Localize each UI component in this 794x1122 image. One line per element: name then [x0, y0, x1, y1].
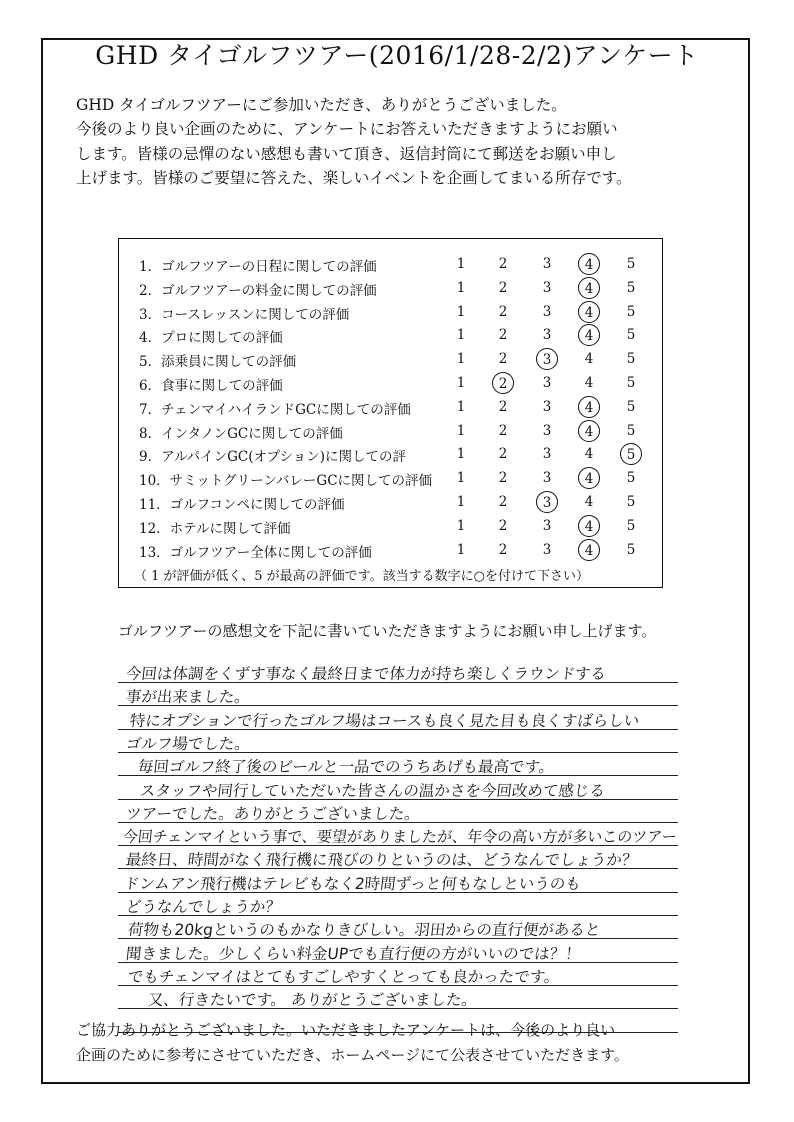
rating-score[interactable]: 2	[498, 541, 508, 558]
handwritten-line: ゴルフ場でした。	[124, 734, 251, 753]
handwritten-line: 特にオプションで行ったゴルフ場はコースも良く見た目も良くすばらしい	[128, 711, 641, 730]
handwritten-line: 荷物も20kgというのもかなりきびしい。羽田からの直行便があると	[126, 921, 602, 940]
rating-score-selected[interactable]: 4	[578, 324, 600, 346]
rating-score[interactable]: 2	[498, 279, 508, 296]
rating-score[interactable]: 2	[498, 303, 508, 320]
rating-score[interactable]: 5	[626, 279, 636, 296]
rating-score[interactable]: 2	[498, 494, 508, 510]
rating-score-selected[interactable]: 3	[536, 348, 558, 370]
rating-score[interactable]: 3	[542, 446, 552, 463]
rating-score[interactable]: 2	[498, 256, 508, 272]
handwritten-line: ツアーでした。ありがとうございました。	[124, 804, 421, 823]
rating-score-selected[interactable]: 4	[578, 253, 600, 275]
handwritten-line: 毎回ゴルフ終了後のビールと一品でのうちあげも最高です。	[136, 758, 556, 777]
rating-row-label: 4．プロに関しての評価	[139, 330, 283, 347]
rating-score[interactable]: 5	[626, 351, 636, 368]
closing-text	[76, 1018, 726, 1068]
closing-line: ご協力ありがとうございました。いただきましたアンケートは、今後のより良い	[76, 1021, 616, 1039]
rating-score[interactable]: 2	[498, 398, 508, 415]
handwritten-line: 事が出来ました。	[124, 688, 251, 707]
rating-score[interactable]: 4	[584, 351, 594, 368]
rating-score-selected[interactable]: 4	[578, 539, 600, 561]
intro-line: 今後のより良い企画のために、アンケートにお答えいただきますようにお願い	[76, 120, 618, 139]
rating-score[interactable]: 2	[498, 470, 508, 487]
rating-row-label: 10．サミットグリーンバレーGCに関しての評価	[139, 473, 433, 490]
rating-row-label: 11．ゴルフコンペに関しての評価	[139, 497, 345, 513]
rating-score-selected[interactable]: 4	[578, 301, 600, 323]
rating-score[interactable]: 1	[456, 256, 466, 272]
rating-score[interactable]: 5	[626, 494, 636, 510]
rating-score-selected[interactable]: 5	[620, 443, 642, 465]
rating-score[interactable]: 2	[498, 327, 508, 344]
rating-score[interactable]: 2	[498, 446, 508, 463]
rating-score[interactable]: 3	[542, 470, 552, 487]
handwritten-line: どうなんでしょうか？	[124, 898, 282, 916]
comment-request: ゴルフツアーの感想文を下記に書いていただきますようにお願い申し上げます。	[118, 622, 657, 640]
rating-score[interactable]: 3	[542, 256, 552, 272]
rating-score[interactable]: 1	[456, 398, 466, 415]
rating-score[interactable]: 4	[584, 446, 594, 463]
handwritten-line: 聞きました。少しくらい料金UPでも直行便の方がいいのでは？！	[124, 944, 582, 963]
rating-score[interactable]: 5	[626, 398, 636, 415]
rating-score[interactable]: 3	[542, 327, 552, 344]
intro-line: します。皆様の忌憚のない感想も書いて頂き、返信封筒にて郵送をお願い申し	[76, 144, 617, 163]
handwritten-line: でもチェンマイはとてもすごしやすくとっても良かったです。	[126, 967, 561, 986]
rating-score[interactable]: 1	[456, 279, 466, 296]
rating-score[interactable]: 1	[456, 541, 466, 558]
handwritten-comments	[118, 0, 678, 1122]
rating-score[interactable]: 1	[456, 327, 466, 344]
rating-score[interactable]: 1	[456, 422, 466, 439]
rating-score[interactable]: 5	[626, 470, 636, 487]
handwritten-line: スタッフや同行していただいた皆さんの温かさを今回改めて感じる	[138, 781, 606, 800]
rating-score[interactable]: 3	[542, 303, 552, 320]
rating-row-label: 13．ゴルフツアー全体に関しての評価	[139, 544, 372, 561]
rating-score[interactable]: 3	[542, 398, 552, 415]
rating-score-selected[interactable]: 4	[578, 515, 600, 537]
rating-score[interactable]: 5	[626, 422, 636, 439]
intro-line: GHD タイゴルフツアーにご参加いただき、ありがとうございました。	[76, 96, 567, 114]
page-title: GHD タイゴルフツアー(2016/1/28-2/2)アンケート	[95, 41, 699, 70]
rating-score[interactable]: 5	[626, 327, 636, 344]
rating-score[interactable]: 5	[626, 256, 636, 272]
rating-score[interactable]: 1	[456, 470, 466, 487]
rating-score[interactable]: 5	[626, 517, 636, 534]
rating-score-selected[interactable]: 4	[578, 277, 600, 299]
rating-score[interactable]: 3	[542, 541, 552, 558]
rating-score-selected[interactable]: 4	[578, 467, 600, 489]
rating-score[interactable]: 5	[626, 303, 636, 320]
rating-row-label: 6．食事に関しての評価	[139, 378, 283, 394]
rating-score[interactable]: 1	[456, 494, 466, 510]
rating-row-label: 2．ゴルフツアーの料金に関しての評価	[139, 282, 377, 299]
rating-legend: （ 1 が評価が低く、5 が最高の評価です。該当する数字に○を付けて下さい）	[134, 569, 589, 584]
rating-score-selected[interactable]: 2	[492, 372, 514, 394]
rating-row-label: 12．ホテルに関して評価	[139, 520, 291, 537]
rating-score[interactable]: 1	[456, 517, 466, 534]
handwritten-line: 今回チェンマイという事で、要望がありましたが、年令の高い方が多いこのツアー	[121, 828, 678, 847]
rating-score[interactable]: 1	[456, 351, 466, 368]
rating-score[interactable]: 2	[498, 351, 508, 368]
rating-score[interactable]: 2	[498, 517, 508, 534]
handwritten-line: 又、行きたいです。 ありがとうございました。	[146, 991, 479, 1010]
rating-score[interactable]: 1	[456, 446, 466, 463]
rating-score[interactable]: 5	[626, 375, 636, 391]
rating-row-label: 7．チェンマイハイランドGCに関しての評価	[139, 401, 411, 418]
rating-row-label: 8．インタノンGCに関しての評価	[139, 425, 343, 442]
handwritten-line: 最終日、時間がなく飛行機に飛びのりというのは、どうなんでしょうか？	[124, 851, 639, 870]
rating-score-selected[interactable]: 4	[578, 420, 600, 442]
rating-score[interactable]: 3	[542, 375, 552, 391]
rating-score[interactable]: 3	[542, 517, 552, 534]
rating-score[interactable]: 1	[456, 375, 466, 391]
rating-row-label: 3．コースレッスンに関しての評価	[139, 306, 350, 323]
rating-row-label: 1．ゴルフツアーの日程に関しての評価	[139, 259, 377, 275]
closing-line: 企画のために参考にさせていただき、ホームページにて公表させていただきます。	[76, 1046, 629, 1064]
rating-score-selected[interactable]: 3	[536, 491, 558, 513]
rating-row-label: 5．添乗員に関しての評価	[139, 354, 297, 371]
rating-score[interactable]: 4	[584, 494, 594, 510]
rating-score[interactable]: 3	[542, 279, 552, 296]
rating-score[interactable]: 4	[584, 375, 594, 391]
rating-score[interactable]: 1	[456, 303, 466, 320]
handwritten-line: ドンムアン飛行機はテレビもなく2時間ずっと何もなしというのも	[122, 874, 582, 893]
rating-score[interactable]: 2	[498, 422, 508, 439]
rating-score[interactable]: 3	[542, 422, 552, 439]
intro-line: 上げます。皆様のご要望に答えた、楽しいイベントを企画してまいる所存です。	[76, 168, 632, 187]
rating-row-label: 9．アルパインGC(オプション)に関しての評	[139, 449, 407, 466]
rating-score-selected[interactable]: 4	[578, 396, 600, 418]
rating-score[interactable]: 5	[626, 541, 636, 558]
handwritten-line: 今回は体調をくずす事なく最終日まで体力が持ち楽しくラウンドする	[124, 665, 607, 683]
